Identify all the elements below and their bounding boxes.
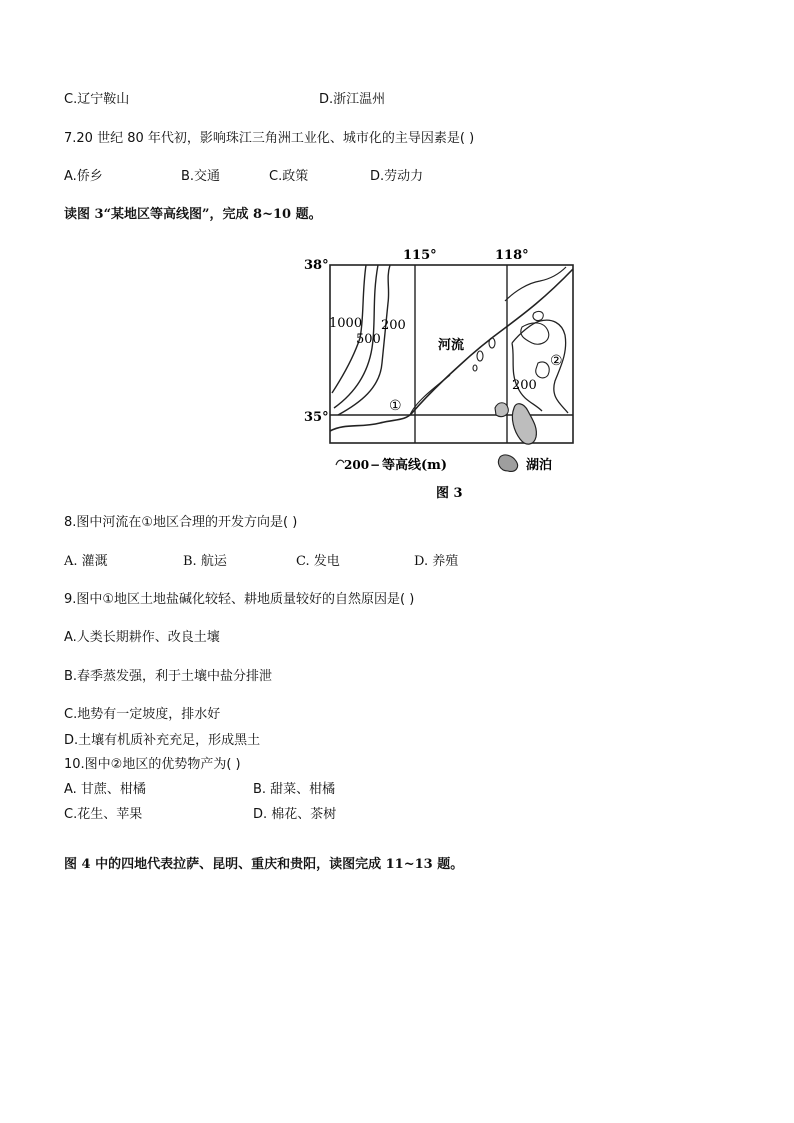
q9-option-d: D.土壤有机质补充充足，形成黑土	[64, 733, 261, 748]
q9-stem: 9.图中①地区土地盐碱化较轻、耕地质量较好的自然原因是( )	[64, 592, 415, 607]
q10-option-b: B. 甜菜、柑橘	[253, 782, 336, 797]
lake-small-1	[477, 351, 483, 361]
closed-contour-3	[533, 311, 543, 320]
q10-option-d: D. 棉花、茶树	[253, 807, 337, 822]
label-contour-500: 500	[356, 332, 381, 347]
label-lon-118: 118°	[495, 248, 529, 263]
q9-option-c: C.地势有一定坡度，排水好	[64, 707, 221, 722]
closed-contour-2	[536, 362, 550, 378]
fig3-intro: 读图 3“某地区等高线图”，完成 8~10 题。	[64, 207, 322, 222]
label-lon-115: 115°	[403, 248, 437, 263]
lake-small-3	[473, 365, 477, 371]
q8-option-a: A. 灌溉	[64, 554, 108, 569]
legend-lake-text: 湖泊	[526, 458, 553, 473]
q7-option-a: A.侨乡	[64, 169, 103, 184]
lake-medium	[495, 403, 508, 417]
label-contour-200-right: 200	[512, 378, 537, 393]
label-lat-38: 38°	[304, 258, 329, 273]
q10-option-a: A. 甘蔗、柑橘	[64, 782, 146, 797]
legend-contour-symbol	[336, 460, 344, 465]
legend-lake-symbol	[498, 455, 517, 471]
q9-option-b: B.春季蒸发强，利于土壤中盐分排泄	[64, 669, 273, 684]
q7-option-d: D.劳动力	[370, 169, 424, 184]
label-river: 河流	[438, 338, 465, 353]
fig4-intro: 图 4 中的四地代表拉萨、昆明、重庆和贵阳，读图完成 11~13 题。	[64, 857, 464, 872]
q10-option-c: C.花生、苹果	[64, 807, 143, 822]
lake-small-2	[489, 338, 495, 348]
legend-contour-value: 200	[344, 458, 370, 472]
q7-stem: 7.20 世纪 80 年代初，影响珠江三角洲工业化、城市化的主导因素是( )	[64, 131, 475, 146]
q9-option-a: A.人类长期耕作、改良土壤	[64, 630, 220, 645]
q8-stem: 8.图中河流在①地区合理的开发方向是( )	[64, 515, 298, 530]
closed-contour-1	[521, 323, 549, 344]
label-contour-1000: 1000	[329, 316, 363, 331]
label-lat-35: 35°	[304, 410, 329, 425]
q10-stem: 10.图中②地区的优势物产为( )	[64, 757, 241, 772]
q6-option-c: C.辽宁鞍山	[64, 92, 130, 107]
figure-3-caption: 图 3	[436, 486, 463, 501]
label-marker-1: ①	[389, 398, 402, 414]
q6-options	[64, 91, 129, 109]
q8-option-b: B. 航运	[183, 554, 227, 569]
q8-option-d: D. 养殖	[414, 554, 459, 569]
map-frame	[330, 265, 573, 443]
figure-3-contour-map	[300, 243, 590, 503]
q8-option-c: C. 发电	[296, 554, 340, 569]
lake-large	[512, 404, 536, 444]
q7-option-c: C.政策	[269, 169, 309, 184]
label-marker-2: ②	[550, 353, 563, 369]
label-contour-200-left: 200	[381, 318, 406, 333]
legend-contour-text: 等高线(m)	[382, 458, 448, 473]
q7-option-b: B.交通	[181, 169, 221, 184]
q6-option-d: D.浙江温州	[319, 92, 386, 107]
legend-contour-dash: −	[370, 458, 381, 472]
q7-options	[64, 168, 103, 186]
